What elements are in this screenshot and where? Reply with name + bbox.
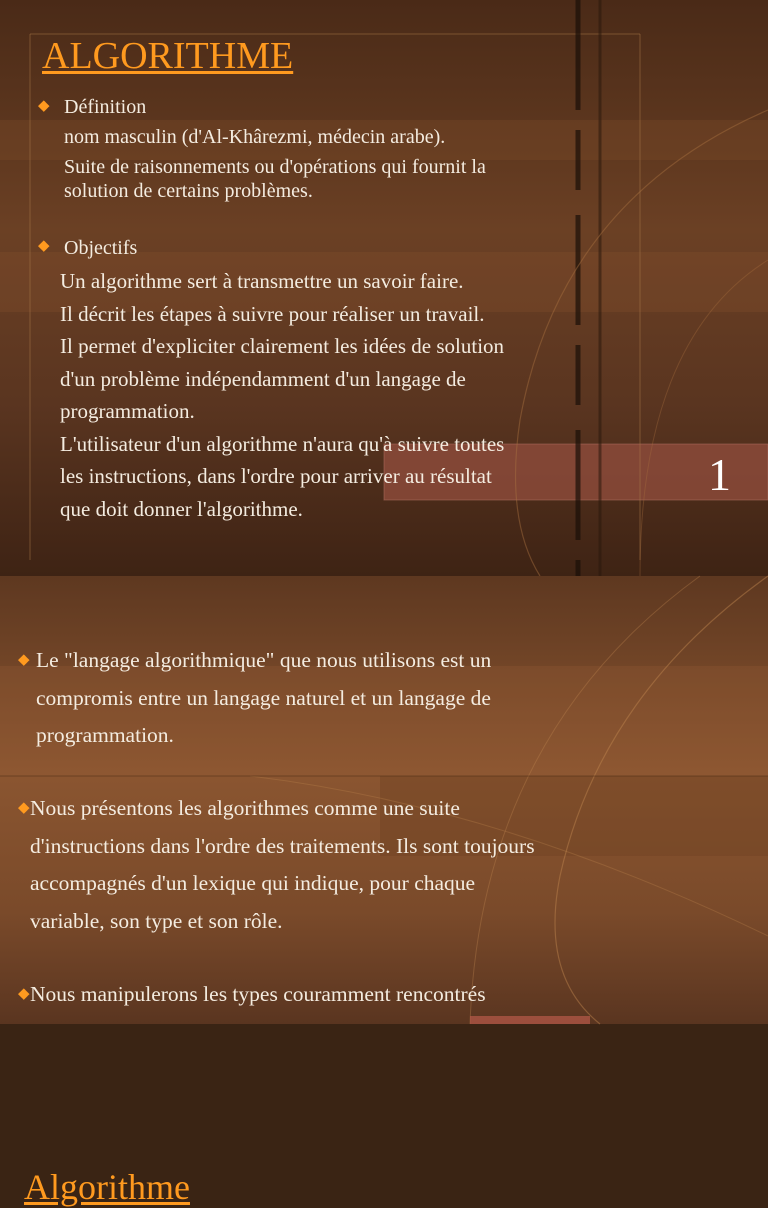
definition-line-2: Suite de raisonnements ou d'opérations qui fournit la	[64, 156, 486, 178]
objectifs-line: Il permet d'expliciter clairement les idées de solution	[60, 334, 505, 358]
paragraph-1-line: compromis entre un langage naturel et un langage de	[36, 685, 491, 710]
definition-line-1: nom masculin (d'Al-Khârezmi, médecin arabe).	[64, 126, 446, 148]
slide-1-title: ALGORITHME	[42, 35, 294, 77]
diamond-bullet-icon: ◆	[18, 652, 30, 668]
paragraph-3	[30, 976, 486, 1014]
objectifs-line: Il décrit les étapes à suivre pour réaliser un travail.	[60, 301, 485, 326]
paragraph-2-line: variable, son type et son rôle.	[30, 908, 283, 933]
objectifs-body	[60, 265, 504, 525]
paragraph-2-line: d'instructions dans l'ordre des traitements. Ils sont toujours	[30, 833, 535, 858]
slide-2-title: Algorithme	[24, 1167, 190, 1207]
diamond-bullet-icon: ◆	[38, 98, 50, 114]
definition-line-3: solution de certains problèmes.	[64, 180, 313, 202]
definition-heading: Définition	[64, 96, 147, 118]
paragraph-1-line: Le "langage algorithmique" que nous utilisons est un	[36, 648, 492, 672]
slide-2	[0, 576, 768, 1207]
paragraph-1-line: programmation.	[36, 723, 174, 747]
objectifs-heading: Objectifs	[64, 237, 138, 259]
diamond-bullet-icon: ◆	[18, 986, 30, 1002]
paragraph-2	[30, 790, 535, 940]
objectifs-line: les instructions, dans l'ordre pour arriver au résultat	[60, 464, 492, 488]
paragraph-2-line: Nous présentons les algorithmes comme une suite	[30, 796, 460, 820]
objectifs-line: Un algorithme sert à transmettre un savoir faire.	[60, 269, 464, 293]
diamond-bullet-icon: ◆	[38, 238, 50, 254]
objectifs-line: d'un problème indépendamment d'un langage de	[60, 366, 466, 391]
page-number: 1	[708, 449, 731, 500]
paragraph-2-line: accompagnés d'un lexique qui indique, pour chaque	[30, 871, 476, 895]
objectifs-line: L'utilisateur d'un algorithme n'aura qu'à suivre toutes	[60, 431, 505, 456]
objectifs-line: que doit donner l'algorithme.	[60, 496, 303, 521]
slide-1	[0, 0, 768, 576]
objectifs-line: programmation.	[60, 399, 195, 423]
diamond-bullet-icon: ◆	[18, 800, 30, 816]
paragraph-1	[36, 642, 491, 755]
paragraph-3-line: Nous manipulerons les types couramment rencontrés	[30, 982, 486, 1006]
